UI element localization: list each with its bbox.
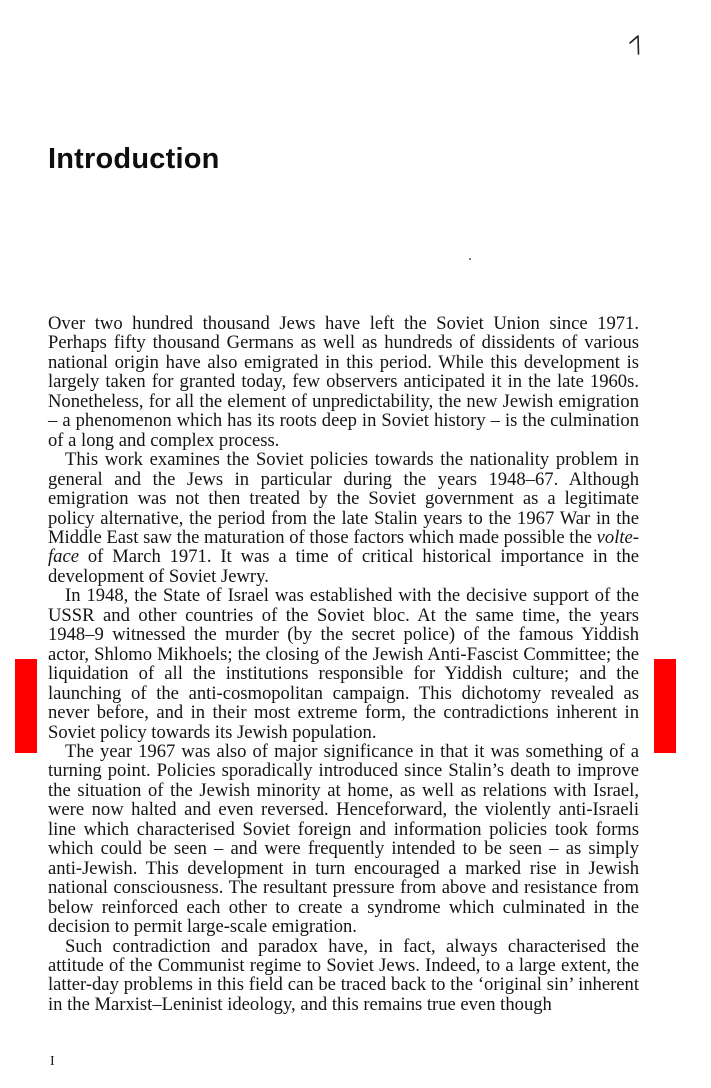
paragraph xyxy=(48,314,639,450)
paragraph xyxy=(48,937,639,1015)
paragraph xyxy=(48,450,639,586)
paragraph xyxy=(48,586,639,742)
chapter-title: Introduction xyxy=(48,143,220,175)
paragraph-text: of March 1971. It was a time of critical historical importance in the development of Soviet Jewry. xyxy=(48,546,639,587)
paragraph-text: This work examines the Soviet policies towards the nationality problem in general and the Jews in particular during the years 1948–67. Although emigration was not then treated by the Soviet government as a legitimate policy alternative, the period from the late Stalin years to the 1967 War in the Middle East saw the maturation of those factors which made possible the xyxy=(48,449,639,548)
paragraph-text: Over two hundred thousand Jews have left the Soviet Union since 1971. Perhaps fifty thousand Germans as well as hundreds of dissidents of various national origin have also emigrated in this period. While this development is largely taken for granted today, few observers anticipated it in the late 1960s. Nonetheless, for all the element of unpredictability, the new Jewish emigration – a phenomenon which has its roots deep in Soviet history – is the culmination of a long and complex process. xyxy=(48,313,639,451)
body-text xyxy=(48,314,639,1014)
handwritten-page-number-mark xyxy=(628,34,642,56)
paragraph xyxy=(48,742,639,937)
italic-term: volte-face xyxy=(48,526,639,568)
scan-speck xyxy=(469,258,471,260)
red-margin-marker-left xyxy=(15,659,37,753)
red-margin-marker-right xyxy=(654,659,676,753)
paragraph-text: In 1948, the State of Israel was established with the decisive support of the USSR and other countries of the Soviet bloc. At the same time, the years 1948–9 witnessed the murder (by the secret police) of the famous Yiddish actor, Shlomo Mikhoels; the closing of the Jewish Anti-Fascist Committee; the liquidation of all the institutions responsible for Yiddish culture; and the launching of the anti-cosmopolitan campaign. This dichotomy revealed as never before, and in their most extreme form, the contradictions inherent in Soviet policy towards its Jewish population. xyxy=(48,585,639,743)
paragraph-text: Such contradiction and paradox have, in fact, always characterised the attitude of the Communist regime to Soviet Jews. Indeed, to a large extent, the latter-day problems in this field can be traced back to the ‘original sin’ inherent in the Marxist–Leninist ideology, and this remains true even though xyxy=(48,935,639,1015)
paragraph-text: The year 1967 was also of major significance in that it was something of a turning point. Policies sporadically introduced since Stalin’s death to improve the situation of the Jewish minority at home, as well as relations with Israel, were now halted and even reversed. Henceforward, the violently anti-Israeli line which characterised Soviet foreign and information policies took forms which could be seen – and were frequently intended to be seen – as simply anti-Jewish. This development in turn encouraged a marked rise in Jewish national consciousness. The resultant pressure from above and resistance from below reinforced each other to create a syndrome which culminated in the decision to permit large-scale emigration. xyxy=(48,740,639,938)
page-folio-number: I xyxy=(50,1054,55,1069)
